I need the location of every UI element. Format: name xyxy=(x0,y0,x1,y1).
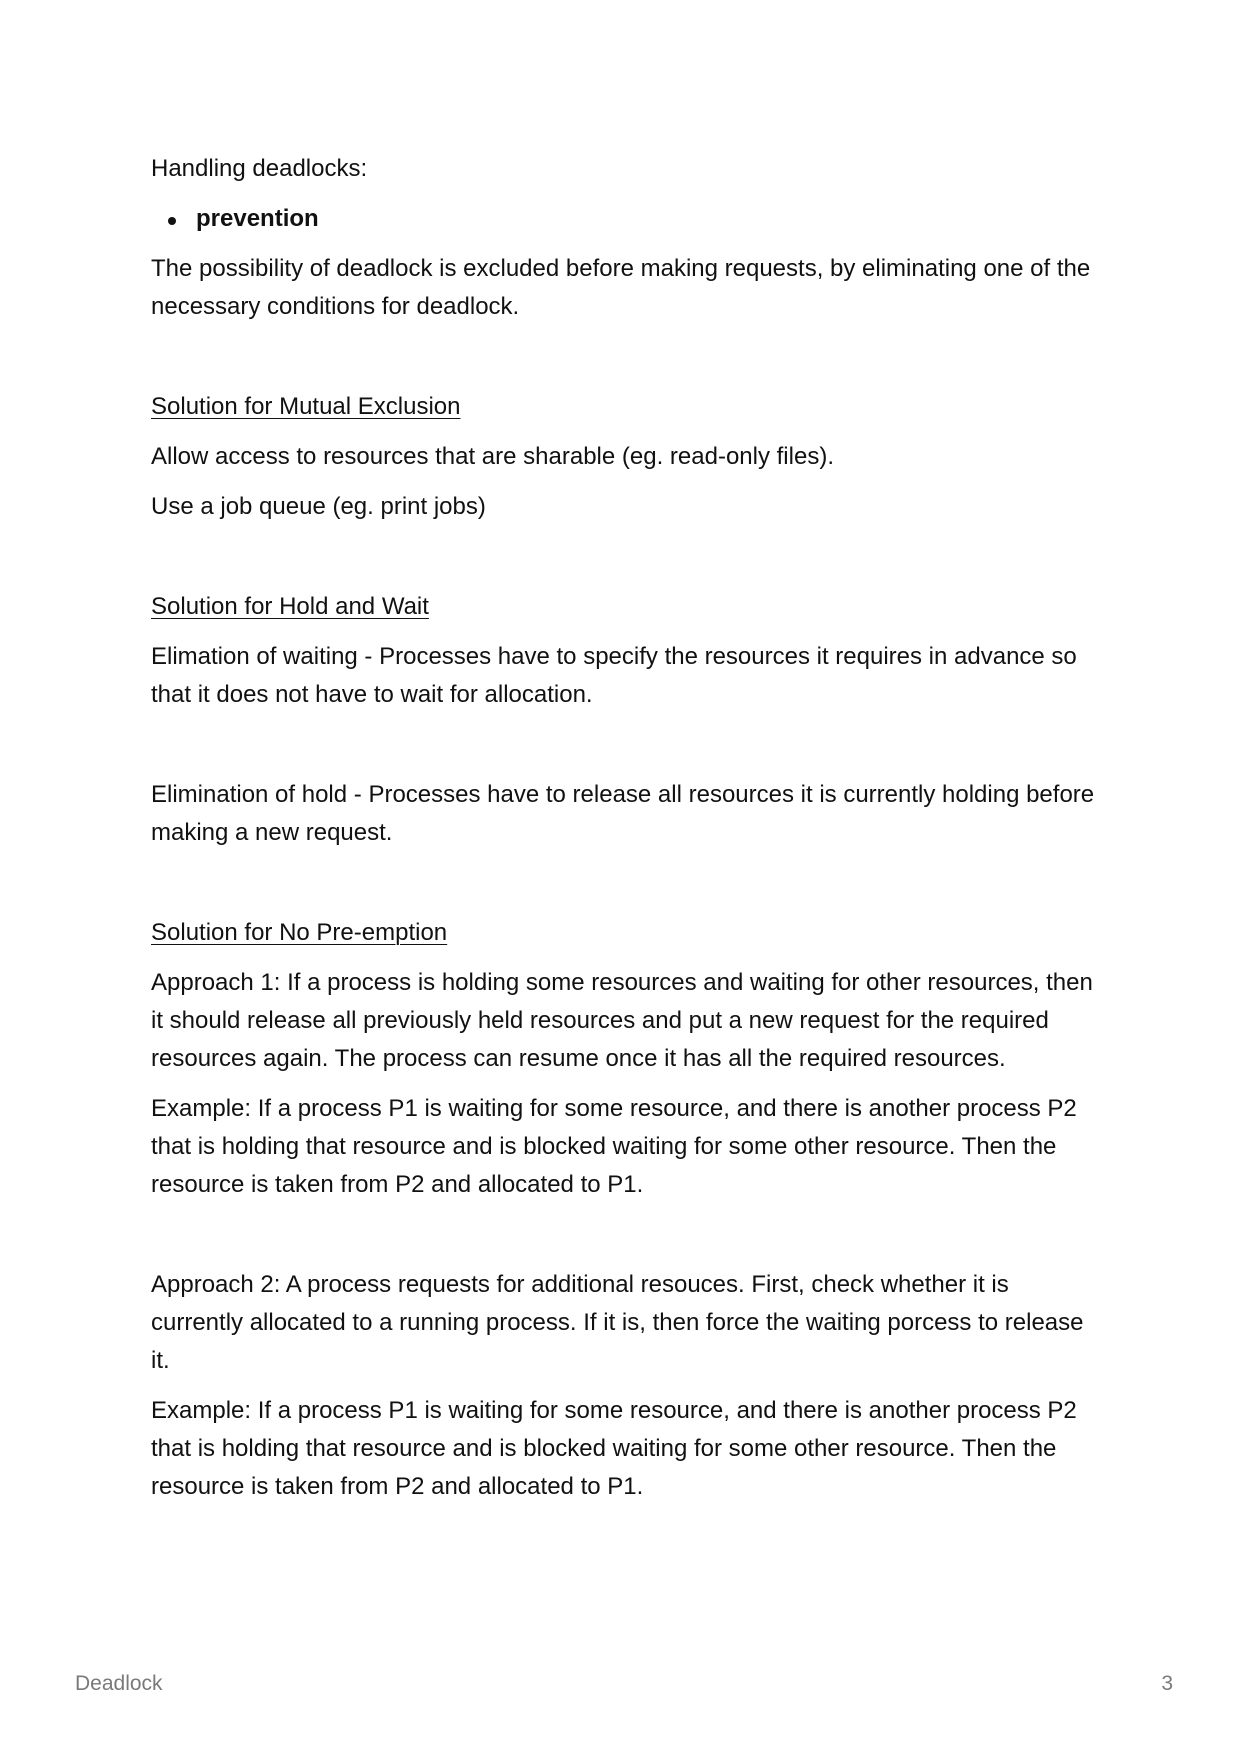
hold-and-wait-paragraph-1: Elimation of waiting - Processes have to specify the resources it requires in advance so that it does not have to wait for allocation. xyxy=(151,643,1077,708)
bullet-list xyxy=(151,200,1101,238)
footer-title: Deadlock xyxy=(75,1672,163,1695)
page-number: 3 xyxy=(1161,1672,1173,1695)
no-preemption-approach-1: Approach 1: If a process is holding some resources and waiting for other resources, then it should release all previously held resources and put a new request for the required resources again. The process can resume once it has all the required resources. xyxy=(151,969,1093,1072)
mutual-exclusion-paragraph-1: Allow access to resources that are sharable (eg. read-only files). xyxy=(151,443,834,470)
no-preemption-example-2: Example: If a process P1 is waiting for some resource, and there is another process P2 that is holding that resource and is blocked waiting for some other resource. Then the resource is taken from P2 and allocated to P1. xyxy=(151,1397,1077,1500)
heading-no-preemption: Solution for No Pre-emption xyxy=(151,919,448,946)
bullet-label-prevention: prevention xyxy=(196,205,319,232)
intro-text: Handling deadlocks: xyxy=(151,155,368,182)
bullet-dot-icon xyxy=(168,217,176,225)
prevention-paragraph: The possibility of deadlock is excluded before making requests, by eliminating one of the necessary conditions for deadlock. xyxy=(151,255,1091,320)
document-page xyxy=(151,150,1101,1518)
no-preemption-example-1: Example: If a process P1 is waiting for some resource, and there is another process P2 that is holding that resource and is blocked waiting for some other resource. Then the resource is taken from P2 and allocated to P1. xyxy=(151,1095,1077,1198)
heading-mutual-exclusion: Solution for Mutual Exclusion xyxy=(151,393,461,420)
no-preemption-approach-2: Approach 2: A process requests for additional resouces. First, check whether it is currently allocated to a running process. If it is, then force the waiting porcess to release it. xyxy=(151,1271,1084,1374)
list-item xyxy=(151,200,1101,238)
hold-and-wait-paragraph-2: Elimination of hold - Processes have to release all resources it is currently holding before making a new request. xyxy=(151,781,1095,846)
heading-hold-and-wait: Solution for Hold and Wait xyxy=(151,593,429,620)
mutual-exclusion-paragraph-2: Use a job queue (eg. print jobs) xyxy=(151,493,486,520)
